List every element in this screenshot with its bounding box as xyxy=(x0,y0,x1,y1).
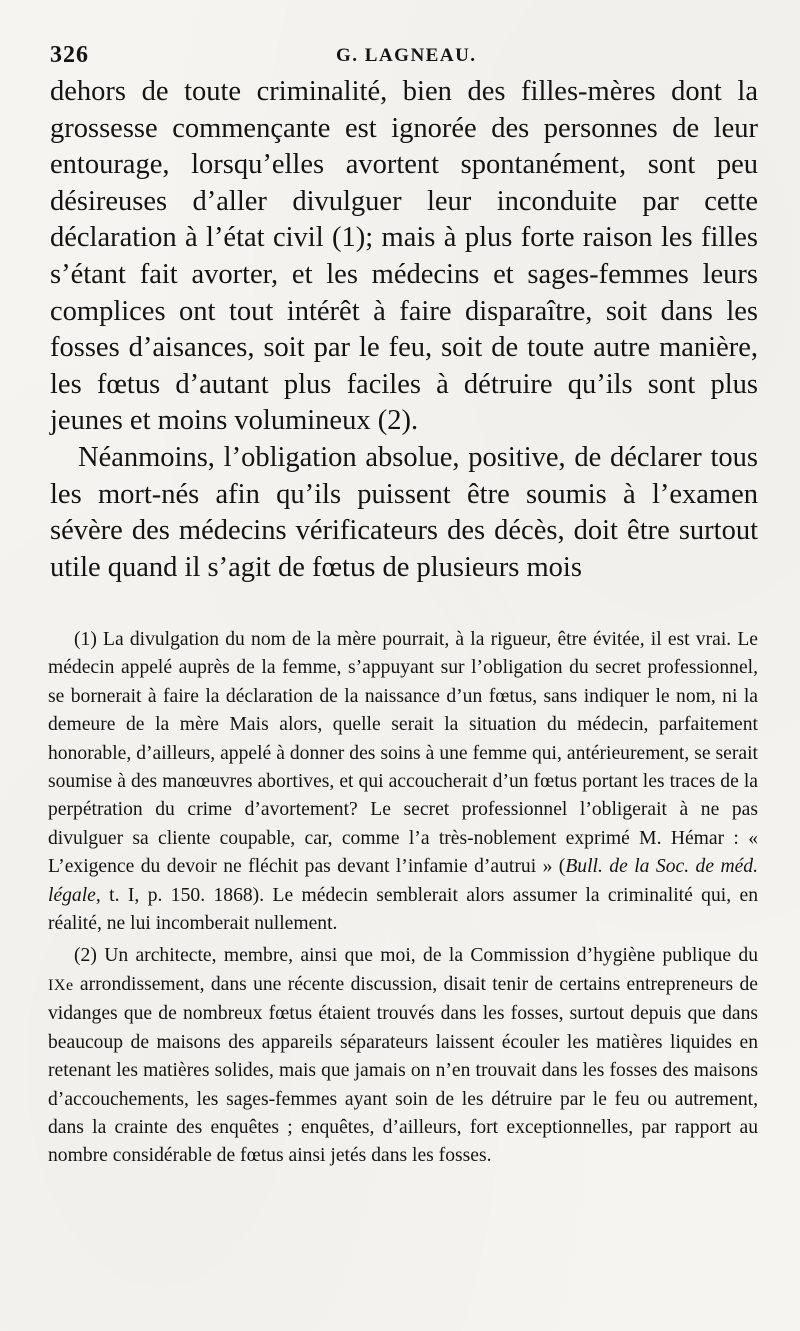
main-text xyxy=(50,74,758,586)
footnote-2-text-end: arrondissement, dans une récente discussion, disait tenir de certains entrepreneurs de vidanges que de nombreux fœtus étaient trouvés dans les fosses, surtout depuis que dans beaucoup de maisons des appareils séparateurs laissent écouler les matières liquides en retenant les matières solides, mais que jamais on n’en trouvait dans les fosses des maisons d’accouchements, les sages-femmes ayant soin de les détruire par le feu ou autrement, dans la crainte des enquêtes ; enquêtes, d’ailleurs, fort exceptionnelles, par rapport au nombre considérable de fœtus ainsi jetés dans les fosses. xyxy=(48,973,758,1167)
footnote-1 xyxy=(48,626,758,938)
running-head: G. LAGNEAU. xyxy=(336,45,477,66)
paragraph-neanmoins: Néanmoins, l’obligation absolue, positive, de déclarer tous les mort-nés afin qu’ils puissent être soumis à l’examen sévère des médecins vérificateurs des décès, doit être surtout utile quand il s’agit de fœtus de plusieurs mois xyxy=(50,441,758,583)
footnote-2 xyxy=(48,942,758,1170)
footnote-2-text: (2) Un architecte, membre, ainsi que moi, de la Commission d’hygiène publique du xyxy=(74,945,758,967)
page-number: 326 xyxy=(50,42,89,68)
footnote-2-arrondissement: IXe xyxy=(48,976,74,994)
footnote-1-text: (1) La divulgation du nom de la mère pourrait, à la rigueur, être évitée, il est vrai. Le médecin appelé auprès de la femme, s’appuyant sur l’obligation du secret professionnel, se bornerait à faire la déclaration de la naissance d’un fœtus, sans indiquer le nom, ni la demeure de la mère Mais alors, quelle serait la situation du médecin, parfaitement honorable, d’ailleurs, appelé à donner des soins à une femme qui, antérieurement, se serait soumise à des manœuvres abortives, et qui accoucherait d’un fœtus portant les traces de la perpétration du crime d’avortement? Le secret professionnel l’obligerait à ne pas divulguer sa cliente coupable, car, comme l’a très-noblement exprimé M. Hémar : « L’exigence du devoir ne fléchit pas devant l’infamie d’autrui » ( xyxy=(48,629,758,878)
footnote-1-citation: Bull. de la Soc. de méd. légale xyxy=(48,856,758,906)
paragraph-continuation: dehors de toute criminalité, bien des filles-mères dont la grossesse commençante est ignorée des personnes de leur entourage, lorsqu’elles avortent spontanément, sont peu désireuses d’aller divulguer leur inconduite par cette déclaration à l’état civil (1); mais à plus forte raison les filles s’étant fait avorter, et les médecins et sages-femmes leurs complices ont tout intérêt à faire disparaître, soit dans les fosses d’aisances, soit par le feu, soit de toute autre manière, les fœtus d’autant plus faciles à détruire qu’ils sont plus jeunes et moins volumineux (2). xyxy=(50,76,758,437)
footnotes xyxy=(48,626,758,1171)
footnote-1-text-end: , t. I, p. 150. 1868). Le médecin semblerait alors assumer la criminalité qui, en réalité, ne lui incomberait nullement. xyxy=(48,884,758,935)
page-header xyxy=(50,42,760,72)
